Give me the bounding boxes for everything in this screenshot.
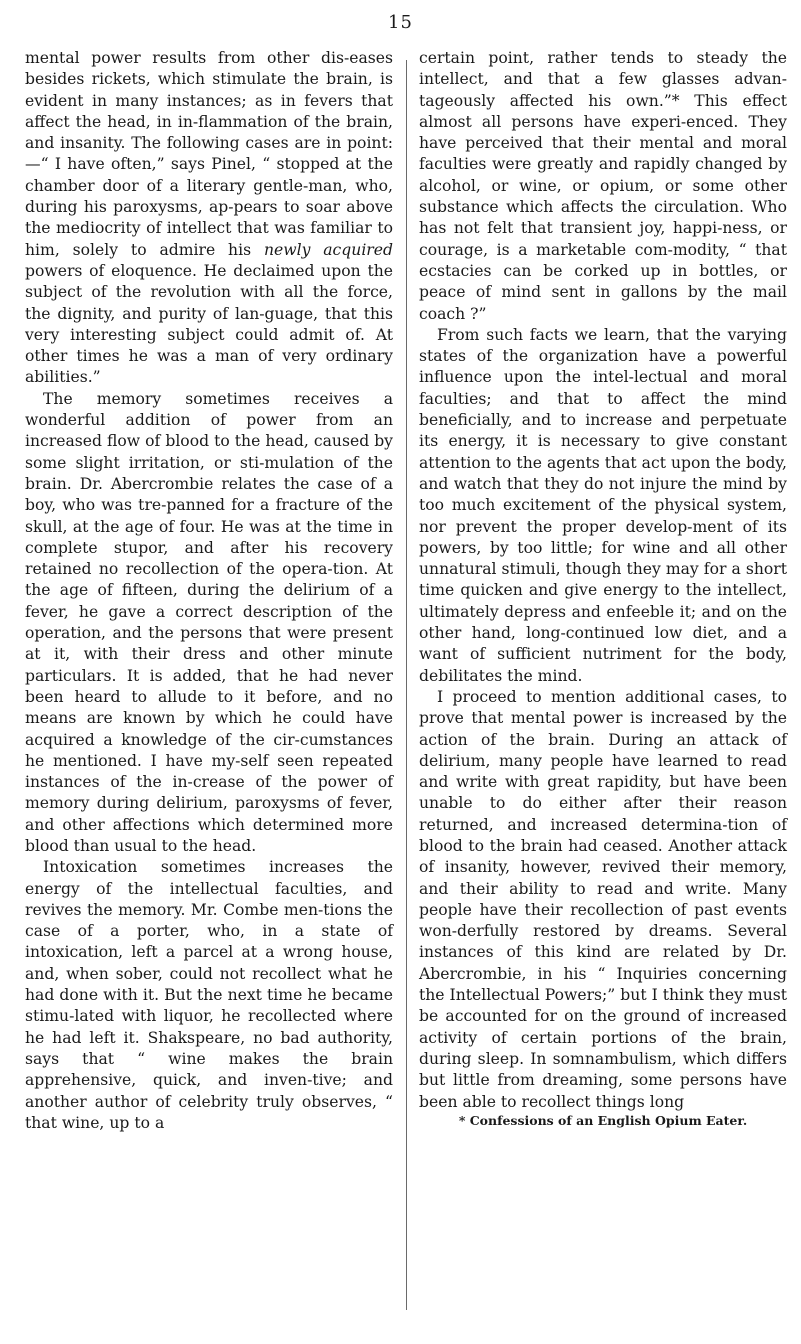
paragraph-organization: From such facts we learn, that the varying states of the organization have a powerful influence upon the intel-lectual and moral faculties; and that to affect the mind beneficially, and to increase and perpetuate its energy, it is necessary to give constant attention to the agents that act upon the body, and watch that they do not injure the mind by too much excitement of the physical system, nor prevent the proper develop-ment of its powers, by too little; for wine and all other unnatural stimuli, though they may for a short time quicken and give energy to the intellect, ultimately depress and enfeeble it; and on the other hand, long-continued low diet, and a want of sufficient nutriment for the body, debilitates the mind. — [419, 325, 787, 685]
paragraph-text-continued: powers of eloquence. He declaimed upon the subject of the revolution with all the force, the dignity, and purity of lan-guage, that this very interesting subject could admit of. At other times he was a man of very ordinary abilities.” — [25, 261, 393, 387]
paragraph-delirium-cases: I proceed to mention additional cases, to prove that mental power is increased by the action of the brain. During an attack of delirium, many people have learned to read and write with great rapidity, but have been unable to do either after their reason returned, and increased determina-tion of blood to the brain had ceased. Another attack of insanity, however, revived their memory, and their ability to read and write. Many people have their recollection of past events won-derfully restored by dreams. Several instances of this kind are related by Dr. Abercrombie, in his “ Inquiries concerning the Intellectual Powers;” but I think they must be accounted for on the ground of increased activity of certain portions of the brain, during sleep. In somnambulism, which differs but little from dreaming, some persons have been able to recollect things long — [419, 687, 787, 1111]
page-number: 15 — [388, 12, 413, 33]
italic-phrase: newly acquired — [263, 240, 393, 259]
footnote: * Confessions of an English Opium Eater. — [458, 1112, 748, 1128]
paragraph-wine-quote: certain point, rather tends to steady the intellect, and that a few glasses advan-tageously affected his own.”* This effect almost all persons have experi-enced. They have perceived that their mental and moral faculties were greatly and rapidly changed by alcohol, or wine, or opium, or some other substance which affects the circulation. Who has not felt that transient joy, happi-ness, or courage, is a marketable com-modity, “ that ecstacies can be corked up in bottles, or peace of mind sent in gallons by the mail coach ?” — [419, 49, 787, 323]
paragraph-intoxication: Intoxication sometimes increases the energy of the intellectual faculties, and revives the memory. Mr. Combe men-tions the case of a porter, who, in a state of intoxication, left a parcel at a wrong house, and, when sober, could not recollect what he had done with it. But the next time he became stimu-lated with liquor, he recollected where he had left it. Shakspeare, no bad authority, says that “ wine makes the brain apprehensive, quick, and inven-tive; and another author of celebrity truly observes, “ that wine, up to a — [25, 858, 393, 1132]
right-column — [419, 48, 787, 1129]
paragraph-text: mental power results from other dis-eases besides rickets, which stimulate the brain, is evident in many instances; as in fevers that affect the head, in in-flammation of the brain, and insanity. The following cases are in point:—“ I have often,” says Pinel, “ stopped at the chamber door of a literary gentle-man, who, during his paroxysms, ap-pears to soar above the mediocrity of intellect that was familiar to him, solely to admire his — [25, 49, 393, 259]
paragraph-memory: The memory sometimes receives a wonderful addition of power from an increased flow of blood to the head, caused by some slight irritation, or sti-mulation of the brain. Dr. Abercrombie relates the case of a boy, who was tre-panned for a fracture of the skull, at the age of four. He was at the time in complete stupor, and after his recovery retained no recollection of the opera-tion. At the age of fifteen, during the delirium of a fever, he gave a correct description of the operation, and the persons that were present at it, with their dress and other minute particulars. It is added, that he had never been heard to allude to it before, and no means are known by which he could have acquired a knowledge of the cir-cumstances he mentioned. I have my-self seen repeated instances of the in-crease of the power of memory during delirium, paroxysms of fever, and other affections which determined more blood than usual to the head. — [25, 389, 393, 855]
column-divider — [406, 60, 407, 1310]
left-column — [25, 48, 393, 1134]
paragraph-mental-power — [25, 48, 393, 389]
